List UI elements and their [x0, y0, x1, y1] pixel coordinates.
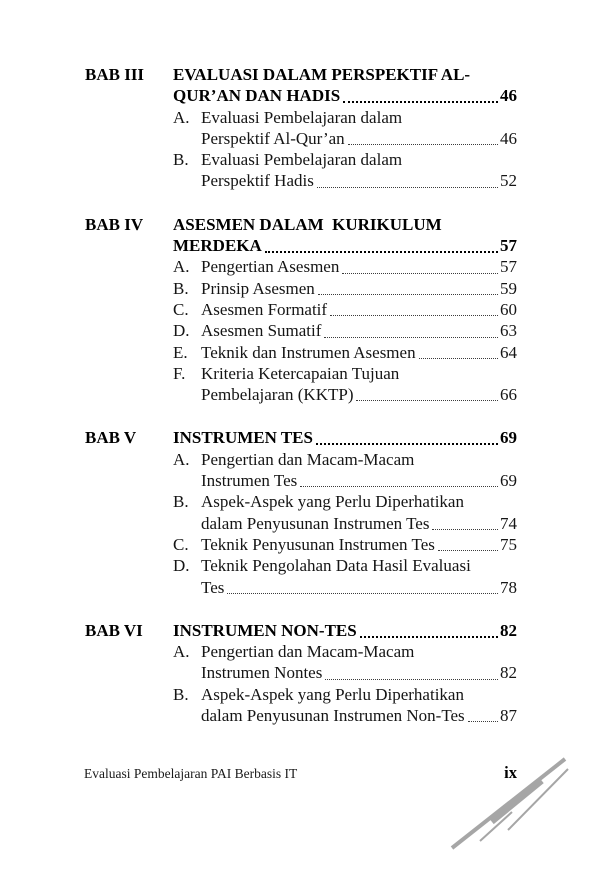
item-entry — [201, 299, 517, 320]
chapter-title-text: ASESMEN DALAM KURIKULUM — [173, 214, 442, 234]
dot-leader — [265, 251, 498, 253]
item-line — [201, 107, 517, 128]
item-line — [201, 128, 517, 149]
item-text: Instrumen Tes — [201, 471, 298, 491]
dot-leader — [300, 486, 498, 487]
item-page-number: 74 — [500, 513, 517, 533]
item-letter: D. — [173, 321, 190, 341]
item-text: Asesmen Formatif — [201, 299, 328, 319]
chapter-title — [173, 427, 517, 448]
toc-item — [173, 342, 517, 363]
chapter-title-text: INSTRUMEN TES — [173, 428, 313, 448]
chapter-label: BAB VI — [85, 620, 143, 640]
chapter-title-line — [173, 85, 517, 106]
dot-leader — [324, 337, 498, 338]
footer-book-title: Evaluasi Pembelajaran PAI Berbasis IT — [84, 766, 298, 781]
chapter-title-line — [173, 235, 517, 256]
dot-leader — [343, 101, 498, 103]
item-line — [201, 342, 517, 363]
chapter-title-line — [173, 427, 517, 448]
item-page-number: 66 — [500, 385, 517, 405]
toc-item — [173, 555, 517, 598]
toc-item — [173, 534, 517, 555]
item-letter: C. — [173, 299, 189, 319]
toc-item — [173, 149, 517, 192]
item-line — [201, 534, 517, 555]
item-page-number: 87 — [500, 706, 517, 726]
dot-leader — [438, 550, 498, 551]
item-line — [201, 662, 517, 683]
chapter-title-page-number: 57 — [500, 236, 517, 256]
chapter-title-page-number: 69 — [500, 428, 517, 448]
item-entry — [201, 534, 517, 555]
item-text: Instrumen Nontes — [201, 663, 323, 683]
item-text: Perspektif Hadis — [201, 171, 314, 191]
item-line — [201, 577, 517, 598]
item-line — [201, 449, 517, 470]
chapter-items — [173, 107, 517, 192]
item-text: Aspek-Aspek yang Perlu Diperhatikan — [201, 684, 464, 704]
dot-leader — [342, 273, 498, 274]
toc-item — [173, 449, 517, 492]
item-page-number: 60 — [500, 299, 517, 319]
item-line — [201, 299, 517, 320]
toc-item — [173, 491, 517, 534]
item-letter: B. — [173, 492, 189, 512]
item-entry — [201, 107, 517, 150]
toc-item — [173, 320, 517, 341]
item-page-number: 64 — [500, 342, 517, 362]
toc-chapter — [85, 64, 517, 192]
chapter-title — [173, 214, 517, 257]
item-line — [201, 363, 517, 384]
item-text: Prinsip Asesmen — [201, 278, 315, 298]
item-entry — [201, 641, 517, 684]
chapter-label: BAB III — [85, 65, 145, 84]
item-line — [201, 149, 517, 170]
item-page-number: 59 — [500, 278, 517, 298]
dot-leader — [316, 443, 498, 445]
item-text: Teknik dan Instrumen Asesmen — [201, 342, 416, 362]
chapter-title-text: INSTRUMEN NON-TES — [173, 620, 357, 640]
item-entry — [201, 449, 517, 492]
item-page-number: 52 — [500, 171, 517, 191]
dot-leader — [360, 636, 498, 638]
corner-swoosh-decoration — [450, 754, 572, 850]
item-line — [201, 555, 517, 576]
item-page-number: 82 — [500, 663, 517, 683]
item-line — [201, 278, 517, 299]
chapter-title-text: QUR’AN DAN HADIS — [173, 86, 341, 106]
item-page-number: 57 — [500, 257, 517, 277]
toc-item — [173, 684, 517, 727]
item-line — [201, 513, 517, 534]
item-entry — [201, 256, 517, 277]
item-entry — [201, 278, 517, 299]
chapter-head — [85, 427, 517, 448]
item-page-number: 46 — [500, 128, 517, 148]
dot-leader — [227, 593, 498, 594]
item-line — [201, 384, 517, 405]
dot-leader — [356, 400, 498, 401]
chapter-label: BAB IV — [85, 214, 144, 234]
footer-page-number: ix — [504, 763, 517, 782]
item-entry — [201, 363, 517, 406]
chapter-title — [173, 620, 517, 641]
item-line — [201, 320, 517, 341]
item-letter: A. — [173, 107, 190, 127]
item-letter: C. — [173, 534, 189, 554]
dot-leader — [325, 679, 498, 680]
chapter-head — [85, 64, 517, 107]
item-letter: A. — [173, 257, 190, 277]
item-text: Pengertian dan Macam-Macam — [201, 642, 415, 662]
toc-chapter — [85, 427, 517, 597]
chapter-head — [85, 214, 517, 257]
item-line — [201, 684, 517, 705]
item-line — [201, 170, 517, 191]
item-entry — [201, 342, 517, 363]
item-letter: E. — [173, 342, 188, 362]
item-page-number: 63 — [500, 321, 517, 341]
swoosh-icon — [450, 754, 572, 850]
item-letter: B. — [173, 278, 189, 298]
item-letter: F. — [173, 363, 186, 383]
item-entry — [201, 491, 517, 534]
item-entry — [201, 149, 517, 192]
item-line — [201, 491, 517, 512]
item-page-number: 75 — [500, 534, 517, 554]
toc-item — [173, 641, 517, 684]
toc-item — [173, 256, 517, 277]
dot-leader — [348, 144, 498, 145]
chapter-title-text: EVALUASI DALAM PERSPEKTIF AL- — [173, 65, 471, 84]
item-text: Perspektif Al-Qur’an — [201, 128, 345, 148]
chapter-head — [85, 620, 517, 641]
item-letter: A. — [173, 642, 190, 662]
dot-leader — [468, 721, 498, 722]
item-text: Evaluasi Pembelajaran dalam — [201, 107, 403, 127]
chapter-title — [173, 64, 517, 107]
item-text: Pengertian dan Macam-Macam — [201, 449, 415, 469]
item-text: Tes — [201, 577, 225, 597]
dot-leader — [432, 529, 498, 530]
item-entry — [201, 555, 517, 598]
item-letter: D. — [173, 556, 190, 576]
item-line — [201, 705, 517, 726]
item-letter: B. — [173, 150, 189, 170]
toc-item — [173, 107, 517, 150]
item-text: Kriteria Ketercapaian Tujuan — [201, 363, 400, 383]
toc-item — [173, 299, 517, 320]
chapter-title-line — [173, 64, 517, 85]
dot-leader — [330, 315, 498, 316]
chapter-title-page-number: 82 — [500, 620, 517, 640]
chapter-items — [173, 256, 517, 405]
dot-leader — [317, 187, 498, 188]
toc — [85, 64, 517, 726]
item-text: Asesmen Sumatif — [201, 321, 322, 341]
item-entry — [201, 320, 517, 341]
chapter-title-line — [173, 620, 517, 641]
toc-item — [173, 363, 517, 406]
chapter-title-line — [173, 214, 517, 235]
item-text: dalam Penyusunan Instrumen Non-Tes — [201, 706, 465, 726]
chapter-label: BAB V — [85, 428, 137, 448]
item-line — [201, 470, 517, 491]
item-letter: A. — [173, 449, 190, 469]
item-page-number: 69 — [500, 471, 517, 491]
item-text: dalam Penyusunan Instrumen Tes — [201, 513, 430, 533]
item-page-number: 78 — [500, 577, 517, 597]
item-text: Teknik Penyusunan Instrumen Tes — [201, 534, 435, 554]
dot-leader — [318, 294, 498, 295]
toc-chapter — [85, 214, 517, 406]
toc-chapter — [85, 620, 517, 726]
item-entry — [201, 684, 517, 727]
item-line — [201, 641, 517, 662]
item-letter: B. — [173, 684, 189, 704]
chapter-title-text: MERDEKA — [173, 236, 262, 256]
item-text: Evaluasi Pembelajaran dalam — [201, 150, 403, 170]
item-text: Pembelajaran (KKTP) — [201, 385, 354, 405]
item-line — [201, 256, 517, 277]
chapter-items — [173, 641, 517, 726]
chapter-title-page-number: 46 — [500, 86, 517, 106]
item-text: Teknik Pengolahan Data Hasil Evaluasi — [201, 556, 471, 576]
dot-leader — [419, 358, 498, 359]
item-text: Pengertian Asesmen — [201, 257, 340, 277]
toc-item — [173, 278, 517, 299]
item-text: Aspek-Aspek yang Perlu Diperhatikan — [201, 492, 464, 512]
chapter-items — [173, 449, 517, 598]
